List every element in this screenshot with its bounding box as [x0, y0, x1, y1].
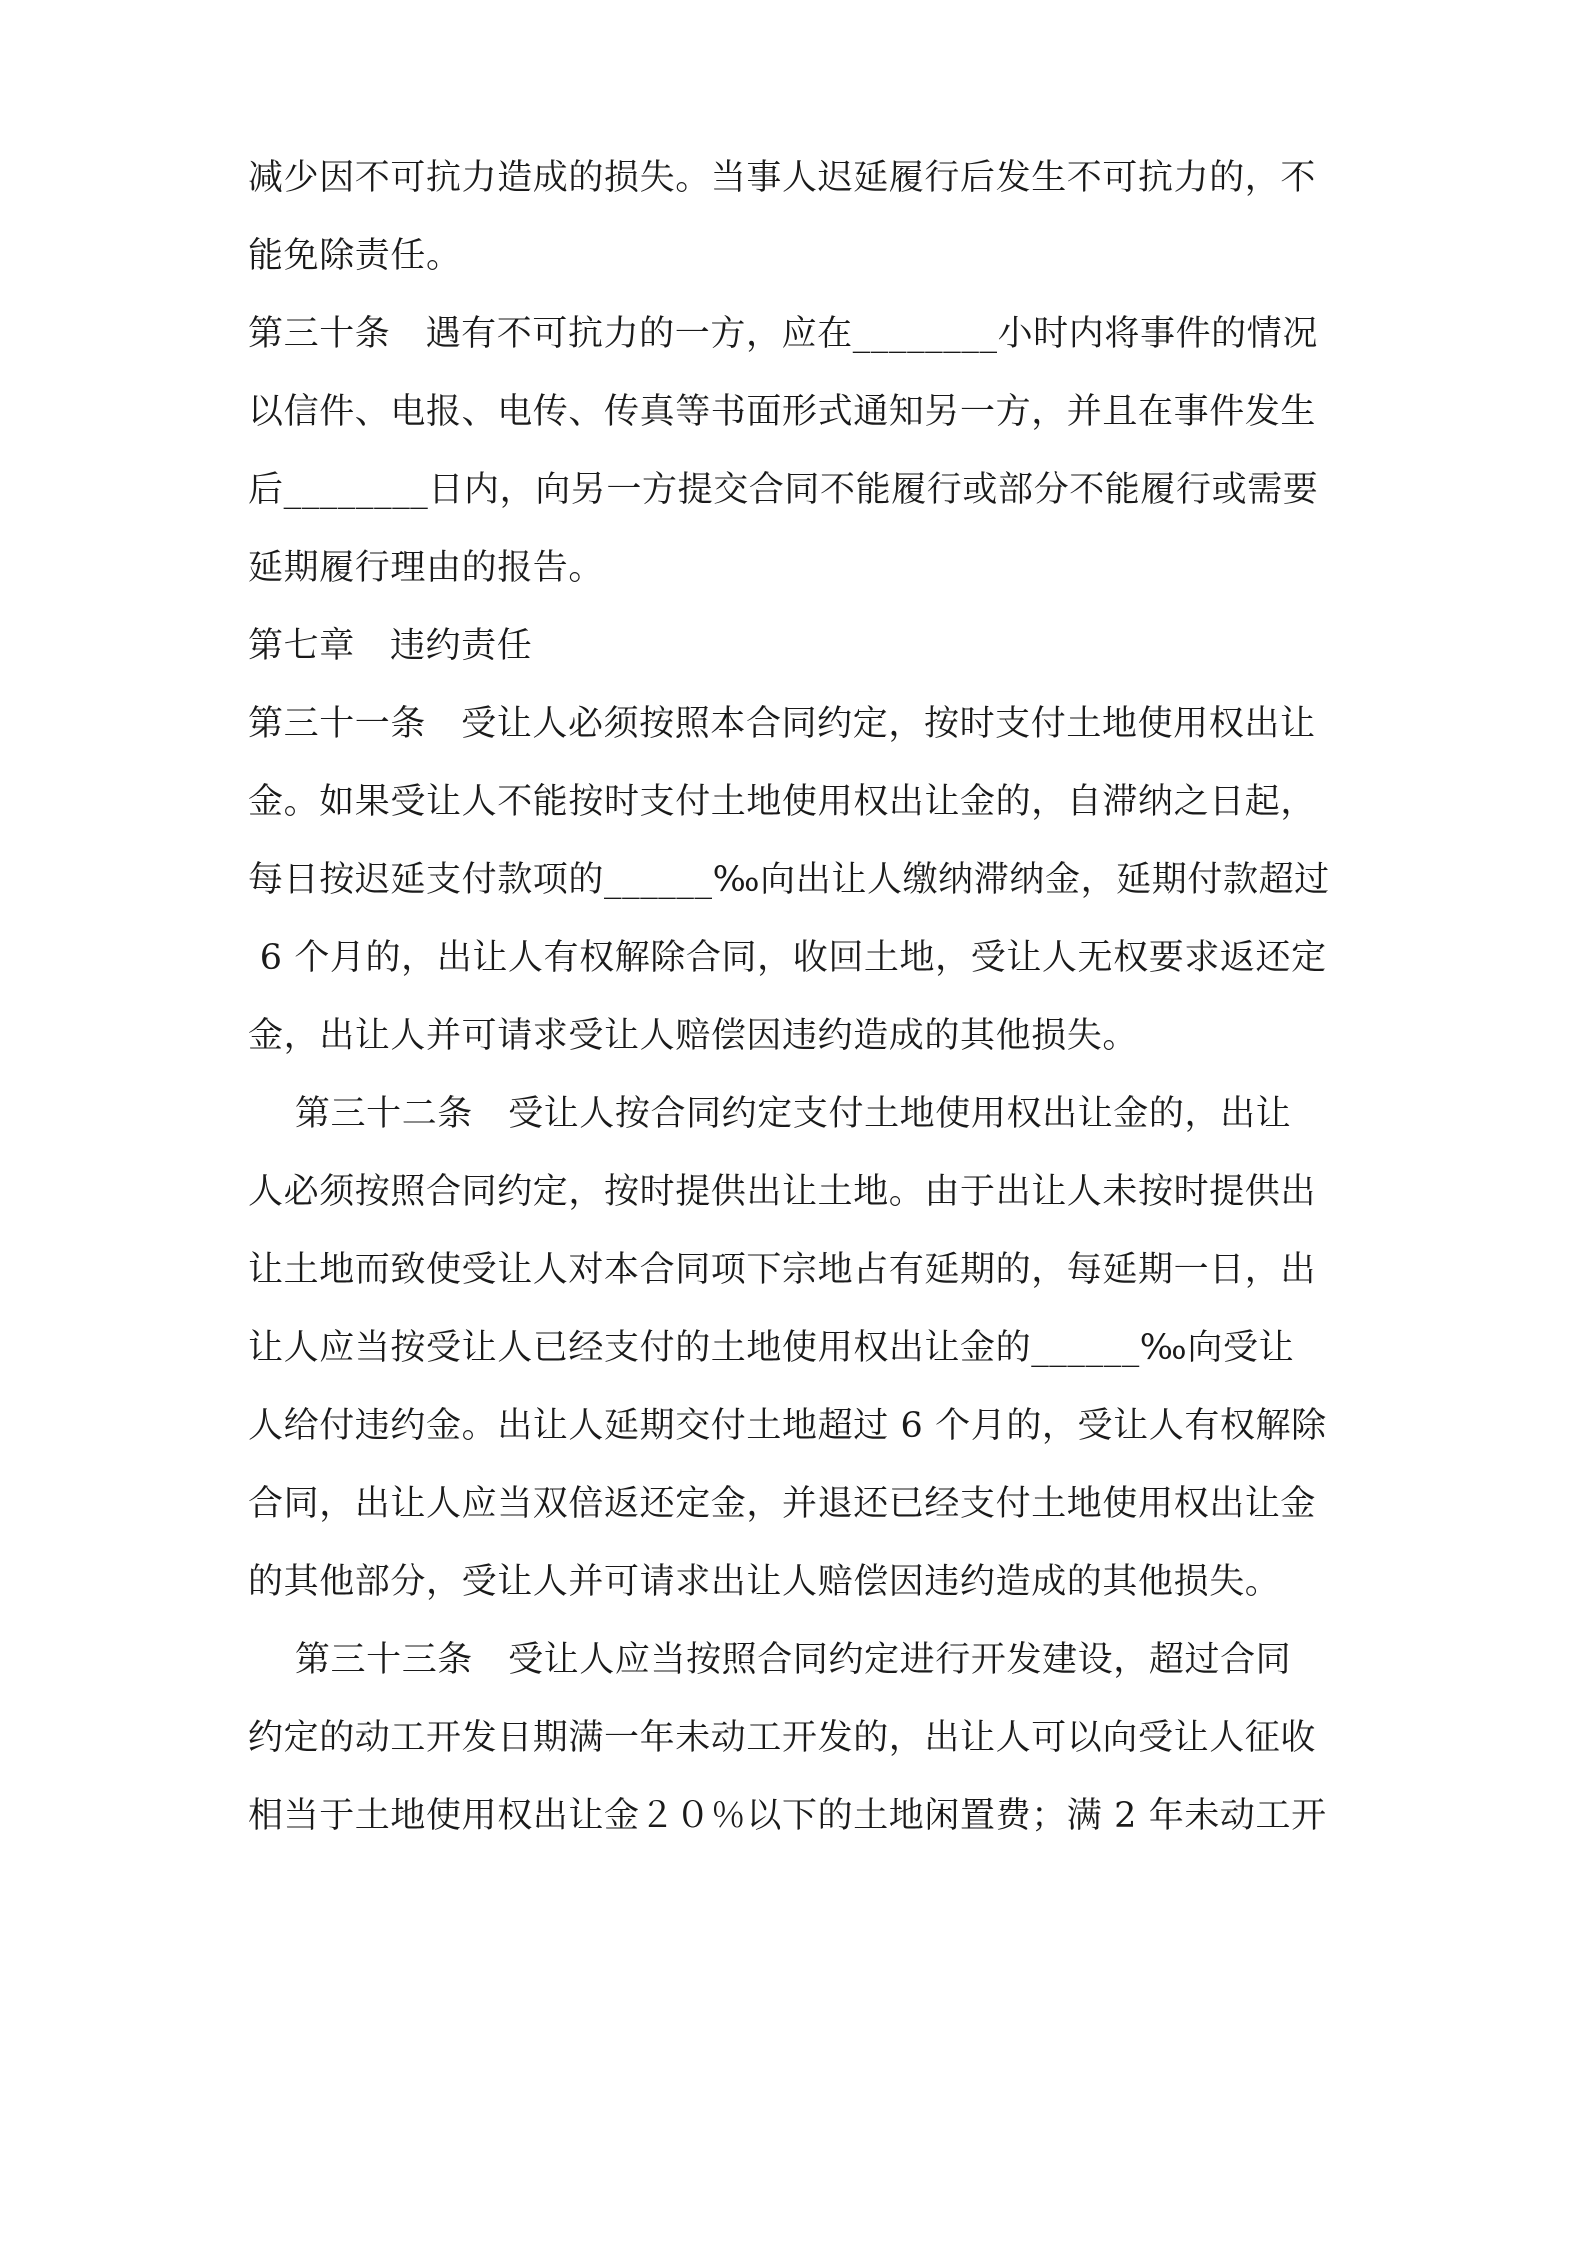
text-line-9: 金。如果受让人不能按时支付土地使用权出让金的，自滞纳之日起， — [248, 782, 1317, 822]
text-line-19: 的其他部分，受让人并可请求出让人赔偿因违约造成的其他损失。 — [248, 1562, 1281, 1602]
article-32-heading-line: 第三十二条 受让人按合同约定支付土地使用权出让金的，出让 — [248, 1094, 1292, 1134]
text-line-10: 每日按迟延支付款项的______‰向出让人缴纳滞纳金，延期付款超过 — [248, 860, 1330, 900]
text-line-16: 让人应当按受让人已经支付的土地使用权出让金的______‰向受让 — [248, 1328, 1295, 1368]
text-line-18: 合同，出让人应当双倍返还定金，并退还已经支付土地使用权出让金 — [248, 1484, 1317, 1524]
text-line-22: 相当于土地使用权出让金２０％以下的土地闲置费；满 2 年未动工开 — [248, 1796, 1327, 1836]
text-line-12: 金，出让人并可请求受让人赔偿因违约造成的其他损失。 — [248, 1016, 1139, 1056]
text-line-1: 减少因不可抗力造成的损失。当事人迟延履行后发生不可抗力的，不 — [248, 158, 1317, 198]
chapter-7-heading: 第七章 违约责任 — [248, 626, 533, 666]
article-30-heading-line: 第三十条 遇有不可抗力的一方，应在________小时内将事件的情况 — [248, 314, 1318, 354]
text-line-17: 人给付违约金。出让人延期交付土地超过 6 个月的，受让人有权解除 — [248, 1406, 1327, 1446]
text-line-21: 约定的动工开发日期满一年未动工开发的，出让人可以向受让人征收 — [248, 1718, 1317, 1758]
text-line-6: 延期履行理由的报告。 — [248, 548, 605, 588]
text-line-14: 人必须按照合同约定，按时提供出让土地。由于出让人未按时提供出 — [248, 1172, 1317, 1212]
article-33-heading-line: 第三十三条 受让人应当按照合同约定进行开发建设，超过合同 — [248, 1640, 1292, 1680]
text-line-15: 让土地而致使受让人对本合同项下宗地占有延期的，每延期一日，出 — [248, 1250, 1317, 1290]
text-line-5: 后________日内，向另一方提交合同不能履行或部分不能履行或需要 — [248, 470, 1319, 510]
text-line-2: 能免除责任。 — [248, 236, 462, 276]
article-31-heading-line: 第三十一条 受让人必须按照本合同约定，按时支付土地使用权出让 — [248, 704, 1316, 744]
text-line-11: 6 个月的，出让人有权解除合同，收回土地，受让人无权要求返还定 — [248, 938, 1327, 978]
text-line-4: 以信件、电报、电传、传真等书面形式通知另一方，并且在事件发生 — [248, 392, 1317, 432]
